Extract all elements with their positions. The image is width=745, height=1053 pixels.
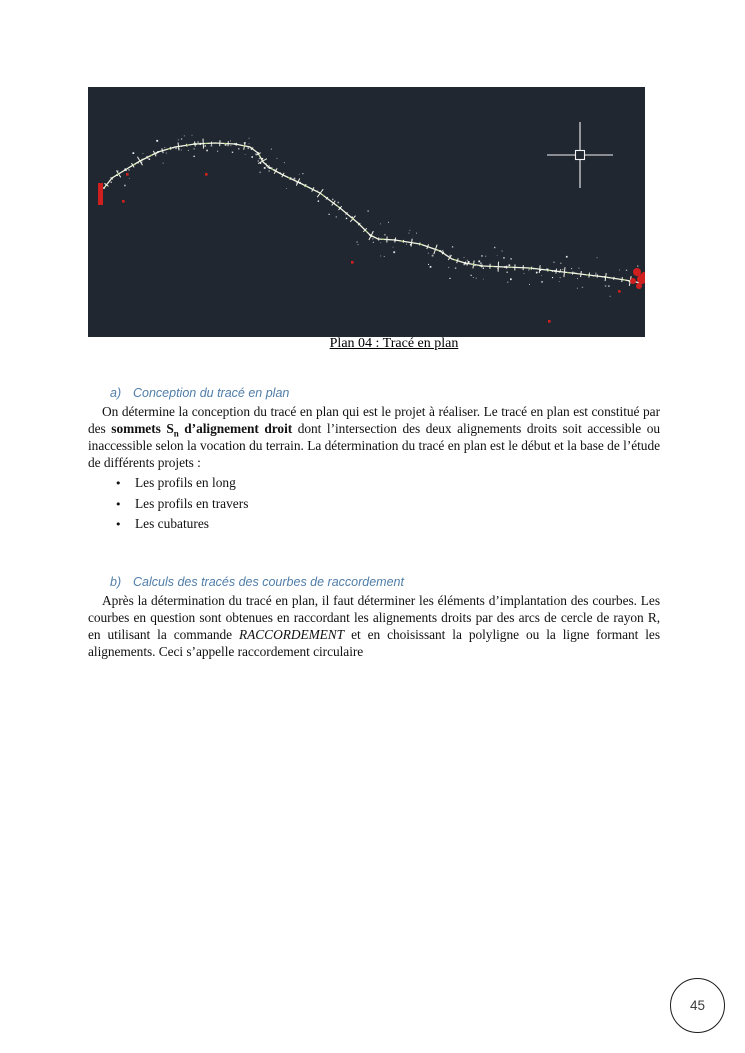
list-item xyxy=(88,473,660,494)
page-number-badge xyxy=(670,978,725,1033)
cad-figure xyxy=(88,87,645,337)
bullet-icon: • xyxy=(115,518,122,532)
section-title: Calculs des tracés des courbes de raccordement xyxy=(133,574,404,589)
cad-plan-drawing xyxy=(88,87,645,337)
page-number: 45 xyxy=(689,998,706,1013)
body-paragraph: On détermine la conception du tracé en plan qui est le projet à réaliser. Le tracé en plan est constitué par des sommets $S_n$ d’alignement droit dont l’intersection des deux alignements droits soit accessible ou inaccessible selon la vocation du terrain. La détermination du tracé en plan est le début et la base de l’étude de différents projets : xyxy=(88,404,660,470)
bullet-text: Les profils en travers xyxy=(135,495,249,511)
list-item xyxy=(88,494,660,515)
section-heading xyxy=(88,574,660,591)
figure-caption xyxy=(88,336,656,352)
bullet-text: Les cubatures xyxy=(135,516,209,532)
body-paragraph: Après la détermination du tracé en plan, il faut déterminer les éléments d’implantation des courbes. Les courbes en question sont obtenues en raccordant les alignements droits par des arcs de cercle de rayon R, en utilisant la commande RACCORDEMENT et en choisissant la polyligne ou la ligne formant les alignements. Ceci s’appelle raccordement circulaire xyxy=(88,592,660,659)
bullet-list xyxy=(88,473,660,535)
bullet-icon: • xyxy=(115,477,122,490)
figure-caption-text: Plan 04 : Tracé en plan xyxy=(329,336,459,351)
content xyxy=(88,385,660,660)
list-item xyxy=(88,514,660,535)
section-title: Conception du tracé en plan xyxy=(133,386,290,400)
bullet-text: Les profils en long xyxy=(135,475,236,490)
section-label: a) xyxy=(110,386,122,400)
section xyxy=(88,385,660,535)
section-label: b) xyxy=(110,574,122,589)
section xyxy=(88,574,660,660)
bullet-icon: • xyxy=(115,497,122,511)
section-heading xyxy=(88,385,660,402)
cad-background xyxy=(88,87,645,337)
